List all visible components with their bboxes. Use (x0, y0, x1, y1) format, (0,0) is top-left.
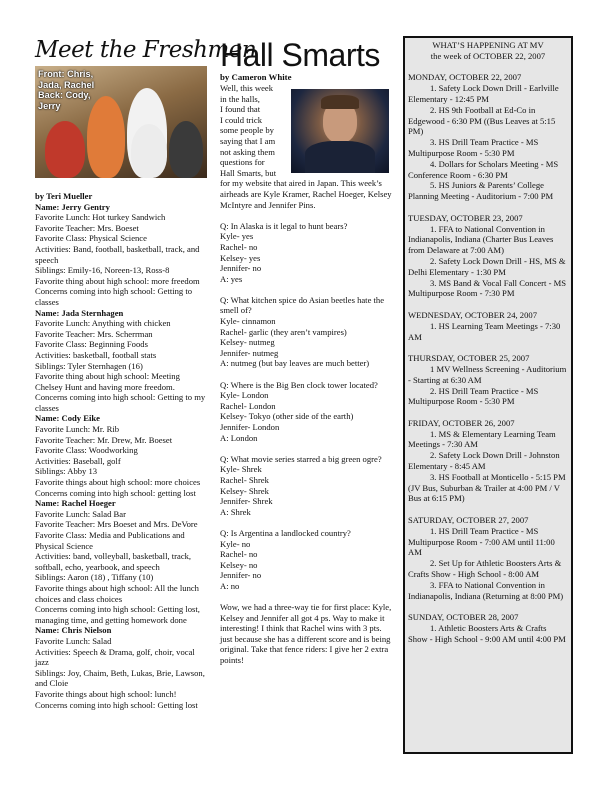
answer-line: A: London (220, 432, 258, 443)
event-number: 3. (430, 137, 437, 148)
event-date: TUESDAY, OCTOBER 23, 2007 (408, 212, 523, 223)
answer-line: Jennifer- no (220, 570, 262, 581)
student-detail: Siblings: Abby 13 (35, 466, 98, 477)
student-detail: Siblings: Emily-16, Noreen-13, Ross-8 (35, 265, 170, 276)
event-item (408, 83, 568, 105)
student-detail: Favorite things about high school: more choices (35, 477, 201, 488)
student-detail: Siblings: Tyler Sternhagen (16) (35, 360, 143, 371)
event-text: FFA to National Convention in Indianapolis, Indiana (Returning at 8:00 PM) (408, 579, 564, 601)
event-text: HS Learning Team Meetings - 7:30 AM (408, 320, 561, 342)
event-number: 1. (430, 623, 437, 634)
spacer (220, 210, 395, 221)
event-number: 3. (430, 579, 437, 590)
event-number: 2. (430, 450, 437, 461)
student-detail: Activities: Band, football, basketball, track, and speech (35, 243, 200, 265)
event-item (408, 137, 568, 159)
hall-smarts-intro-rest: for my website that aired in Japan. This week’s airheads are Kyle Kramer, Rachel Hoeger, Kelsey McIntyre and Jennifer Pins. (220, 178, 392, 210)
student-name: Name: Rachel Hoeger (35, 498, 116, 509)
answer-line: Rachel- London (220, 400, 276, 411)
spacer (220, 369, 395, 380)
event-date: SATURDAY, OCTOBER 27, 2007 (408, 515, 529, 526)
event-item (408, 558, 568, 580)
event-text: HS 9th Football at Ed-Co in Edgewood - 6:30 PM ((Bus Leaves at 5:15 PM) (408, 104, 556, 137)
answer-line: Rachel- no (220, 241, 258, 252)
student-detail: Siblings: Joy, Chaim, Beth, Lukas, Brie, Lawson, and Cloie (35, 667, 205, 689)
answer-line: A: Shrek (220, 506, 251, 517)
intro-line: in the halls, (220, 93, 260, 104)
freshmen-photo (35, 66, 207, 178)
event-day (408, 612, 568, 644)
intro-line: I could trick (220, 114, 262, 125)
event-item (408, 321, 568, 343)
event-day (408, 515, 568, 601)
event-date: THURSDAY, OCTOBER 25, 2007 (408, 353, 530, 364)
student-detail: Favorite things about high school: lunch! (35, 688, 177, 699)
event-text: HS Drill Team Practice - MS Multipurpose Room - 5:30 PM (408, 385, 539, 407)
event-text: Safety Lock Down Drill - HS, MS & Delhi Elementary - 1:30 PM (408, 255, 566, 277)
answer-line: Kelsey- Shrek (220, 485, 269, 496)
student-detail: Favorite Lunch: Mr. Rib (35, 424, 120, 435)
student-detail: Concerns coming into high school: Getting to classes (35, 286, 193, 307)
answer-line: Jennifer- nutmeg (220, 347, 279, 358)
event-number: 1. (430, 83, 437, 94)
caption-line: Front: Chris, (38, 69, 94, 79)
event-text: Safety Lock Down Drill - Johnston Elementary - 8:45 AM (408, 450, 560, 472)
student-detail: Favorite Class: Beginning Foods (35, 339, 148, 350)
event-text: Dollars for Scholars Meeting - MS Conference Room - 6:30 PM (408, 158, 559, 180)
student-detail: Favorite thing about high school: more freedom (35, 275, 200, 286)
intro-line: Hall Smarts, but (220, 167, 277, 178)
student-detail: Activities: Speech & Drama, golf, choir, vocal jazz (35, 646, 195, 668)
student-detail: Favorite things about high school: All the lunch choices and class choices (35, 582, 199, 604)
caption-line: Jada, Rachel (38, 79, 95, 90)
intro-line: I found that (220, 104, 261, 115)
event-item (408, 580, 568, 602)
event-number: 1. (430, 428, 437, 439)
event-number: 5. (430, 180, 437, 191)
event-text: MV Wellness Screening - Auditorium - Starting at 6:30 AM (408, 363, 567, 385)
freshmen-title: Meet the Freshmen (35, 37, 257, 63)
event-item (408, 364, 568, 386)
event-number: 1. (430, 223, 437, 234)
answer-line: Kelsey- Tokyo (other side of the earth) (220, 411, 354, 422)
hall-smarts-column (220, 38, 395, 666)
question-text: Q: What movie series starred a big green ogre? (220, 453, 382, 464)
student-name: Name: Chris Nielson (35, 625, 112, 636)
event-text: MS Band & Vocal Fall Concert - MS Multipurpose Room - 7:30 PM (408, 277, 567, 299)
spacer (220, 284, 395, 295)
intro-line: saying that I am (220, 135, 276, 146)
photo-caption (38, 69, 94, 111)
event-text: HS Football at Monticello - 5:15 PM (JV Bus, Suburban & Trailer at 4:00 PM / V Bus at 6:15 PM) (408, 471, 566, 504)
whats-happening-title (408, 40, 568, 62)
event-date: FRIDAY, OCTOBER 26, 2007 (408, 417, 515, 428)
question-block (220, 369, 395, 443)
event-number: 3. (430, 471, 437, 482)
event-day (408, 72, 568, 202)
event-number: 2. (430, 558, 437, 569)
answer-line: Rachel- garlic (they aren’t vampires) (220, 326, 347, 337)
event-text: HS Drill Team Practice - MS Multipurpose Room - 7:00 AM until 11:00 AM (408, 525, 555, 558)
student-detail: Concerns coming into high school: Getting lost, managing time, and getting homework done (35, 604, 200, 625)
event-number: 2. (430, 255, 437, 266)
student-list (35, 202, 207, 711)
event-item (408, 472, 568, 504)
event-day (408, 353, 568, 407)
event-item (408, 256, 568, 278)
caption-line: Jerry (38, 100, 61, 111)
intro-line: not asking them (220, 146, 275, 157)
question-block (220, 517, 395, 591)
event-number: 2. (430, 385, 437, 396)
whats-happening-subtitle: the week of OCTOBER 22, 2007 (430, 50, 546, 61)
student-detail: Concerns coming into high school: Getting to my classes (35, 392, 206, 413)
question-text: Q: In Alaska is it legal to hunt bears? (220, 220, 348, 231)
event-days (408, 72, 568, 644)
student-detail: Favorite Lunch: Anything with chicken (35, 318, 171, 329)
question-block (220, 443, 395, 517)
answer-line: Rachel- no (220, 549, 258, 560)
event-item (408, 224, 568, 256)
student-detail: Favorite Teacher: Mrs Boeset and Mrs. DeVore (35, 519, 198, 530)
student-detail: Favorite Class: Physical Science (35, 233, 147, 244)
freshmen-body (35, 191, 207, 710)
student-detail: Activities: band, volleyball, basketball, track, softball, echo, yearbook, and speech (35, 551, 192, 572)
answer-line: Jennifer- London (220, 422, 280, 432)
answer-line: Kyle- yes (220, 231, 254, 242)
answer-line: Kelsey- nutmeg (220, 337, 275, 348)
event-text: MS & Elementary Learning Team Meetings - 7:30 AM (408, 428, 556, 450)
spacer (220, 517, 395, 528)
intro-line: questions for (220, 157, 265, 168)
answer-line: Kyle- London (220, 390, 269, 401)
student-detail: Favorite Teacher: Mrs. Boeset (35, 222, 139, 233)
event-text: HS Drill Team Practice - MS Multipurpose Room - 5:30 PM (408, 137, 539, 158)
intro-line: Well, this week (220, 83, 274, 93)
event-item (408, 105, 568, 137)
caption-line: Back: Cody, (38, 90, 91, 100)
hall-smarts-closing: Wow, we had a three-way tie for first place: Kyle, Kelsey and Jennifer all got 4 ps. Way to make it interesting! I think that Rachel wins with 3 pts. just because she has a different score and is being original. Take that fence riders: I give her 2 extra points! (220, 602, 392, 666)
answer-line: Kelsey- yes (220, 252, 261, 263)
whats-happening-heading: WHAT’S HAPPENING AT MV (432, 40, 544, 50)
answer-line: Jennifer- no (220, 263, 262, 274)
event-item (408, 429, 568, 451)
event-text: HS Juniors & Parents’ College Planning Meeting - Auditorium - 7:00 PM (408, 180, 554, 202)
student-name: Name: Jerry Gentry (35, 201, 110, 212)
answer-line: A: nutmeg (but bay leaves are much better) (220, 358, 370, 369)
event-item (408, 623, 568, 645)
intro-line: some people by (220, 125, 274, 136)
event-text: Set Up for Athletic Boosters Arts & Crafts Show - High School - 8:00 AM (408, 558, 562, 580)
question-text: Q: Is Argentina a landlocked country? (220, 527, 351, 538)
student-detail: Favorite Class: Media and Publications and Physical Science (35, 530, 185, 551)
event-day (408, 213, 568, 299)
event-item (408, 526, 568, 558)
event-date: SUNDAY, OCTOBER 28, 2007 (408, 612, 519, 623)
student-detail: Activities: Baseball, golf (35, 455, 121, 466)
student-detail: Activities: basketball, football stats (35, 349, 157, 360)
answer-line: Jennifer- Shrek (220, 496, 273, 507)
hall-smarts-byline: by Cameron White (220, 72, 292, 82)
event-number: 1. (430, 320, 437, 331)
question-block (220, 210, 395, 284)
student-detail: Favorite thing about high school: Meeting Chelsey Hunt and having more freedom. (35, 371, 180, 392)
event-number: 1 (430, 363, 435, 374)
answer-line: Kyle- cinnamon (220, 316, 276, 327)
student-detail: Favorite Teacher: Mrs. Scherrman (35, 328, 153, 339)
event-number: 1. (430, 525, 437, 536)
event-item (408, 386, 568, 408)
student-detail: Favorite Lunch: Hot turkey Sandwich (35, 212, 166, 223)
event-day (408, 310, 568, 342)
whats-happening-box (403, 36, 573, 754)
answer-line: A: no (220, 580, 240, 591)
freshmen-byline: by Teri Mueller (35, 191, 93, 201)
event-date: MONDAY, OCTOBER 22, 2007 (408, 72, 522, 83)
event-item (408, 159, 568, 181)
student-name: Name: Cody Eike (35, 413, 100, 424)
answer-line: Kyle- no (220, 538, 251, 549)
student-detail: Favorite Teacher: Mr. Drew, Mr. Boeset (35, 434, 173, 445)
event-text: Safety Lock Down Drill - Earlville Elementary - 12:45 PM (408, 83, 559, 104)
student-name: Name: Jada Sternhagen (35, 307, 124, 318)
event-text: Athletic Boosters Arts & Crafts Show - High School - 9:00 AM until 4:00 PM (408, 623, 566, 644)
student-detail: Favorite Lunch: Salad Bar (35, 508, 126, 519)
answer-line: Kyle- Shrek (220, 464, 262, 475)
event-number: 3. (430, 277, 437, 288)
event-day (408, 418, 568, 504)
question-block (220, 284, 395, 369)
question-text: Q: What kitchen spice do Asian beetles hate the smell of? (220, 294, 385, 316)
question-text: Q: Where is the Big Ben clock tower located? (220, 379, 378, 390)
event-item (408, 180, 568, 202)
answer-line: A: yes (220, 273, 243, 284)
hall-smarts-questions (220, 210, 395, 591)
student-detail: Concerns coming into high school: getting lost (35, 487, 196, 498)
event-date: WEDNESDAY, OCTOBER 24, 2007 (408, 309, 537, 320)
event-number: 2. (430, 104, 437, 115)
hall-smarts-intro (220, 83, 395, 178)
event-number: 4. (430, 158, 437, 169)
hall-smarts-title: Hall Smarts (220, 37, 380, 73)
student-detail: Siblings: Aaron (18) , Tiffany (10) (35, 572, 154, 583)
event-text: FFA to National Convention in Indianapolis, Indiana (Charter Bus Leaves from Delaware at 7:00 AM) (408, 223, 554, 256)
student-detail: Concerns coming into high school: Getting lost (35, 699, 198, 710)
answer-line: Rachel- Shrek (220, 474, 269, 485)
event-item (408, 278, 568, 300)
event-item (408, 450, 568, 472)
student-detail: Favorite Lunch: Salad (35, 635, 112, 646)
answer-line: Kelsey- no (220, 559, 258, 570)
spacer (220, 443, 395, 454)
student-detail: Favorite Class: Woodworking (35, 445, 138, 456)
